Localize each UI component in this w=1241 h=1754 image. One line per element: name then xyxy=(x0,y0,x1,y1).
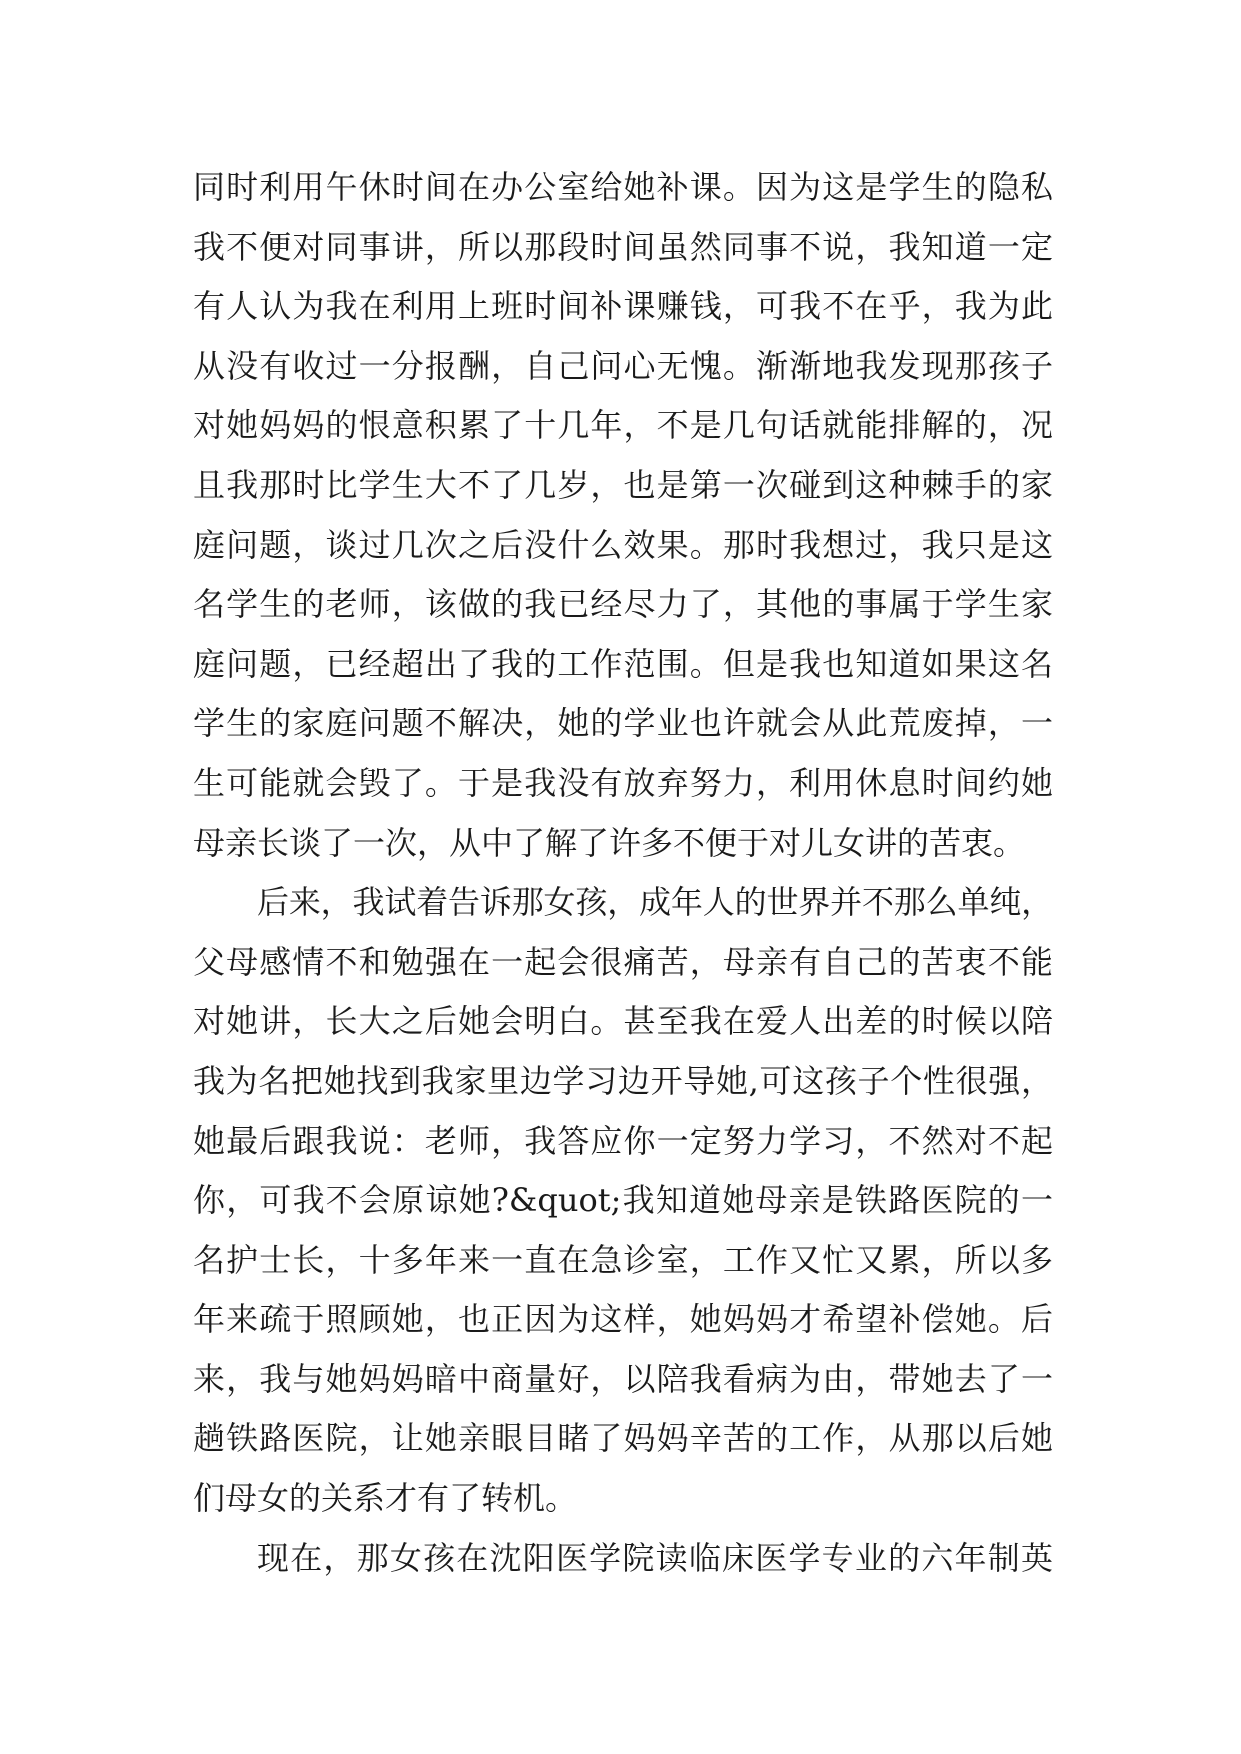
text-line: 来，我与她妈妈暗中商量好，以陪我看病为由，带她去了一 xyxy=(193,1359,1053,1398)
text-line: 你，可我不会原谅她?&quot;我知道她母亲是铁路医院的一 xyxy=(193,1181,1053,1220)
text-line: 庭问题，已经超出了我的工作范围。但是我也知道如果这名 xyxy=(193,644,1053,683)
paragraph-start-line: 后来，我试着告诉那女孩，成年人的世界并不那么单纯， xyxy=(257,883,1054,922)
text-line: 庭问题，谈过几次之后没什么效果。那时我想过，我只是这 xyxy=(193,525,1053,564)
text-line: 生可能就会毁了。于是我没有放弃努力，利用休息时间约她 xyxy=(193,763,1053,802)
text-line: 对她妈妈的恨意积累了十几年，不是几句话就能排解的，况 xyxy=(193,406,1053,445)
text-line: 年来疏于照顾她，也正因为这样，她妈妈才希望补偿她。后 xyxy=(193,1300,1053,1339)
text-line: 有人认为我在利用上班时间补课赚钱，可我不在乎，我为此 xyxy=(193,287,1053,326)
text-line: 趟铁路医院，让她亲眼目睹了妈妈辛苦的工作，从那以后她 xyxy=(193,1419,1053,1458)
text-line: 名护士长，十多年来一直在急诊室，工作又忙又累，所以多 xyxy=(193,1240,1053,1279)
text-line: 对她讲，长大之后她会明白。甚至我在爱人出差的时候以陪 xyxy=(193,1002,1053,1041)
text-line: 名学生的老师，该做的我已经尽力了，其他的事属于学生家 xyxy=(193,585,1053,624)
text-line: 我为名把她找到我家里边学习边开导她,可这孩子个性很强， xyxy=(193,1061,1053,1100)
text-line: 母亲长谈了一次，从中了解了许多不便于对儿女讲的苦衷。 xyxy=(193,823,1026,862)
paragraph-start-line: 现在，那女孩在沈阳医学院读临床医学专业的六年制英 xyxy=(257,1538,1053,1577)
text-line: 学生的家庭问题不解决，她的学业也许就会从此荒废掉，一 xyxy=(193,704,1053,743)
text-line: 我不便对同事讲，所以那段时间虽然同事不说，我知道一定 xyxy=(193,227,1053,266)
text-line: 且我那时比学生大不了几岁，也是第一次碰到这种棘手的家 xyxy=(193,465,1053,504)
text-line: 们母女的关系才有了转机。 xyxy=(193,1479,578,1518)
text-line: 父母感情不和勉强在一起会很痛苦，母亲有自己的苦衷不能 xyxy=(193,942,1053,981)
text-line: 同时利用午休时间在办公室给她补课。因为这是学生的隐私 xyxy=(193,168,1053,206)
body-text xyxy=(193,158,1053,1588)
text-line: 从没有收过一分报酬，自己问心无愧。渐渐地我发现那孩子 xyxy=(193,346,1053,385)
text-line: 她最后跟我说：老师，我答应你一定努力学习，不然对不起 xyxy=(193,1121,1053,1160)
